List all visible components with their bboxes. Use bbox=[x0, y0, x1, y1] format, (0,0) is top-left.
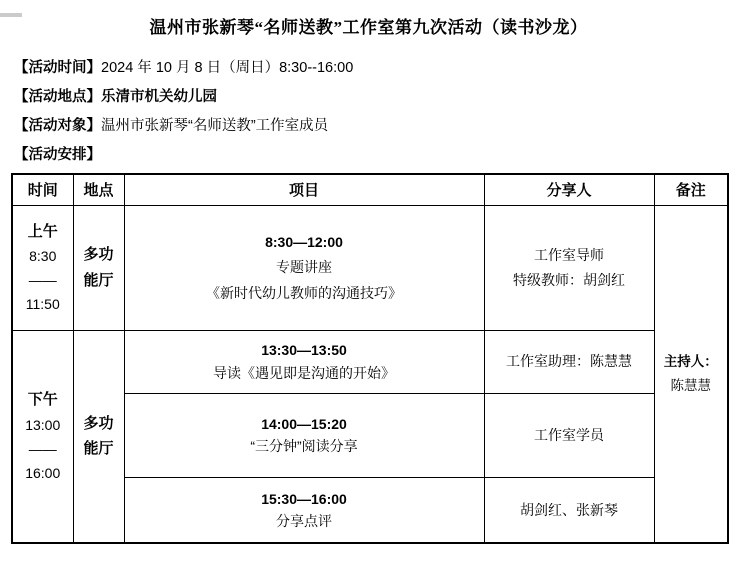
info-line-activity-schedule bbox=[14, 139, 737, 168]
morning-location-line2: 能厅 bbox=[83, 271, 114, 289]
afternoon-location-cell bbox=[73, 330, 124, 543]
session-2-desc: “三分钟”阅读分享 bbox=[250, 438, 358, 454]
session-1-time: 13:30—13:50 bbox=[261, 342, 347, 359]
morning-item-title: 专题讲座 bbox=[276, 259, 332, 276]
session-1-sharer-cell bbox=[484, 330, 654, 393]
remark-host-label: 主持人： bbox=[663, 354, 718, 370]
morning-end-time: 11:50 bbox=[25, 296, 60, 313]
session-1-item-cell bbox=[124, 330, 484, 393]
morning-sharer-role: 工作室导师 bbox=[534, 246, 604, 263]
morning-sharer-name: 特级教师：胡剑红 bbox=[513, 272, 625, 288]
col-header-sharer: 分享人 bbox=[484, 174, 654, 205]
afternoon-period: 下午 bbox=[27, 391, 58, 409]
info-block bbox=[14, 52, 737, 168]
activity-audience-value: 温州市张新琴“名师送教”工作室成员 bbox=[101, 118, 329, 134]
morning-location-line1: 多功 bbox=[83, 246, 114, 264]
activity-time-label: 【活动时间】 bbox=[14, 60, 101, 76]
session-2-sharer-cell bbox=[484, 393, 654, 477]
morning-item-time: 8:30—12:00 bbox=[265, 234, 343, 251]
activity-place-label: 【活动地点】 bbox=[14, 89, 101, 105]
activity-place-value: 乐清市机关幼儿园 bbox=[101, 89, 217, 105]
afternoon-time-dash: —— bbox=[28, 440, 57, 457]
morning-start-time: 8:30 bbox=[29, 247, 57, 264]
session-3-sharer-cell bbox=[484, 477, 654, 543]
col-header-remark: 备注 bbox=[654, 174, 728, 205]
activity-audience-label: 【活动对象】 bbox=[14, 118, 101, 134]
col-header-time: 时间 bbox=[12, 174, 73, 205]
remark-cell bbox=[654, 205, 728, 543]
activity-time-value: 2024 年 10 月 8 日（周日）8:30--16:00 bbox=[101, 60, 354, 76]
table-header-row bbox=[12, 174, 728, 205]
afternoon-start-time: 13:00 bbox=[25, 416, 61, 433]
activity-schedule-label: 【活动安排】 bbox=[14, 147, 101, 163]
afternoon-time-cell bbox=[12, 330, 73, 543]
table-row-session-1 bbox=[12, 330, 728, 393]
schedule-table bbox=[11, 173, 729, 544]
session-3-sharer: 胡剑红、张新琴 bbox=[520, 501, 618, 518]
session-1-sharer: 工作室助理：陈慧慧 bbox=[506, 353, 632, 370]
afternoon-location-line2: 能厅 bbox=[83, 440, 114, 458]
morning-period: 上午 bbox=[27, 222, 58, 240]
morning-item-cell bbox=[124, 205, 484, 330]
session-3-desc: 分享点评 bbox=[276, 512, 332, 529]
session-2-sharer: 工作室学员 bbox=[534, 426, 604, 443]
scrollbar-fragment bbox=[0, 13, 22, 17]
session-3-item-cell bbox=[124, 477, 484, 543]
document-page bbox=[0, 13, 737, 544]
document-title: 温州市张新琴“名师送教”工作室第九次活动（读书沙龙） bbox=[149, 18, 588, 37]
info-line-activity-audience bbox=[14, 110, 737, 139]
info-line-activity-place bbox=[14, 81, 737, 110]
session-2-item-cell bbox=[124, 393, 484, 477]
col-header-location: 地点 bbox=[73, 174, 124, 205]
remark-host-name: 陈慧慧 bbox=[670, 377, 711, 393]
afternoon-location-line1: 多功 bbox=[83, 415, 114, 432]
table-row-morning bbox=[12, 205, 728, 330]
session-1-desc: 导读《遇见即是沟通的开始》 bbox=[213, 364, 395, 381]
session-3-time: 15:30—16:00 bbox=[261, 490, 347, 507]
morning-sharer-cell bbox=[484, 205, 654, 330]
session-2-time: 14:00—15:20 bbox=[261, 415, 347, 432]
col-header-item: 项目 bbox=[124, 174, 484, 205]
info-line-activity-time bbox=[14, 52, 737, 81]
morning-time-dash: —— bbox=[28, 272, 57, 289]
morning-location-cell bbox=[73, 205, 124, 330]
morning-item-subtitle: 《新时代幼儿教师的沟通技巧》 bbox=[206, 284, 402, 301]
afternoon-end-time: 16:00 bbox=[25, 464, 61, 481]
morning-time-cell bbox=[12, 205, 73, 330]
